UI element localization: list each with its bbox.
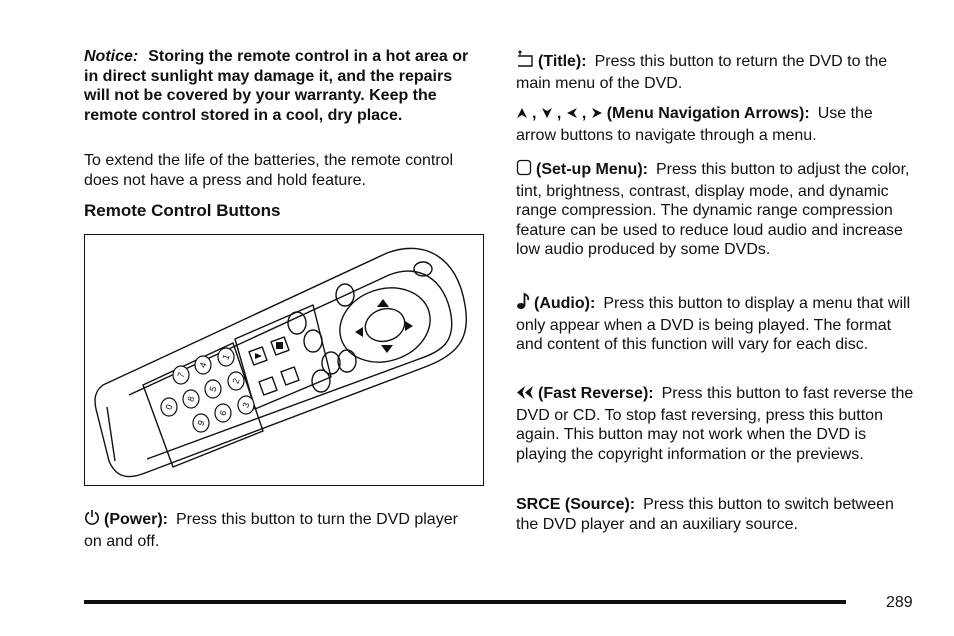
source-paragraph [516, 495, 916, 534]
battery-paragraph: To extend the life of the batteries, the remote control does not have a press and hold feature. [84, 152, 454, 189]
arrows-term: (Menu Navigation Arrows): [606, 105, 810, 122]
setup-text: Press this button to adjust the color, tint, brightness, contrast, display mode, and dynamic range compression. The dynamic range compression feature can be used to reduce loud audio and increase low audio produced by some DVDs. [516, 161, 910, 258]
section-heading: Remote Control Buttons [84, 201, 281, 220]
power-icon [84, 509, 100, 532]
up-arrow-icon [516, 106, 528, 126]
remote-key-label: 2 [230, 376, 242, 386]
notice-paragraph [84, 47, 476, 125]
remote-control-illustration [84, 234, 484, 486]
source-text: Press this button to switch between the DVD player and an auxiliary source. [516, 496, 894, 533]
down-arrow-icon [541, 106, 553, 126]
remote-key-label: 1 [220, 352, 232, 362]
audio-paragraph [516, 292, 916, 355]
setup-term: (Set-up Menu): [536, 161, 648, 178]
left-arrow-icon [566, 106, 578, 126]
page-number: 289 [886, 594, 913, 611]
setup-paragraph [516, 159, 916, 260]
remote-key-label: 0 [163, 402, 175, 412]
power-term: (Power): [104, 511, 168, 528]
remote-key-label: 3 [240, 400, 252, 410]
remote-control-drawing [85, 235, 485, 487]
music-note-icon [516, 292, 530, 316]
arrows-paragraph [516, 104, 916, 145]
arrows-separator: , [581, 105, 587, 122]
power-paragraph [84, 509, 476, 551]
footer-rule [84, 600, 846, 604]
title-paragraph [516, 50, 916, 93]
fast-reverse-term: (Fast Reverse): [538, 385, 654, 402]
fast-reverse-text: Press this button to fast reverse the DVD or CD. To stop fast reversing, press this button again. This button may not work when the DVD is playing the copyright information or the previews. [516, 385, 914, 463]
arrows-separator: , [532, 105, 537, 122]
arrows-separator: , [556, 105, 562, 122]
power-text: Press this button to turn the DVD player on and off. [84, 511, 458, 550]
title-icon [516, 50, 534, 74]
title-term: (Title): [538, 53, 587, 70]
arrows-text: Use the arrow buttons to navigate through a menu. [516, 105, 873, 144]
remote-key-label: 8 [185, 394, 197, 404]
remote-key-label: 5 [207, 384, 219, 394]
fast-reverse-icon [516, 385, 534, 406]
audio-term: (Audio): [534, 295, 596, 312]
remote-key-label: 9 [195, 418, 207, 428]
remote-key-label: 7 [175, 370, 187, 380]
remote-key-label: 4 [197, 360, 209, 370]
setup-menu-icon [516, 159, 532, 182]
audio-text: Press this button to display a menu that will only appear when a DVD is being played. The format and content of this function will vary for each disc. [516, 295, 911, 353]
notice-label: Notice: [84, 48, 139, 65]
title-text: Press this button to return the DVD to the main menu of the DVD. [516, 53, 888, 92]
remote-key-label: 6 [217, 408, 229, 418]
fast-reverse-paragraph [516, 384, 916, 464]
right-arrow-icon [591, 106, 603, 126]
source-term: SRCE (Source): [516, 496, 636, 513]
notice-text: Storing the remote control in a hot area or in direct sunlight may damage it, and the repairs will not be covered by your warranty. Keep the remote control stored in a cool, dry place. [84, 48, 469, 124]
